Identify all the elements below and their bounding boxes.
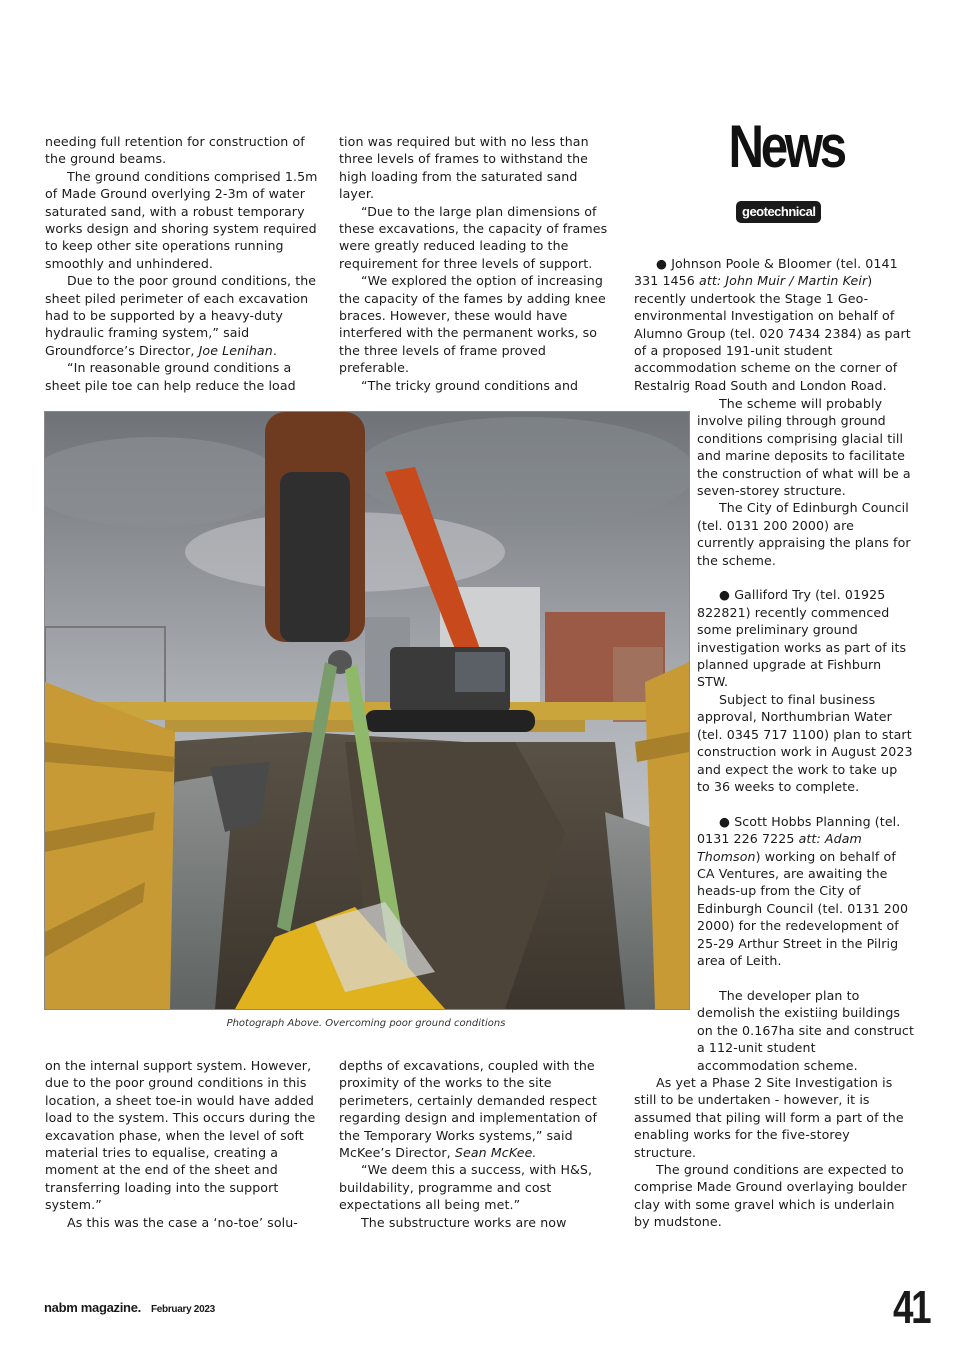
- paragraph: The ground conditions are expected to comprise Made Ground overlaying boulder clay with some gravel which is underlain by mudstone.: [634, 1162, 907, 1230]
- paragraph: The substructure works are now: [361, 1214, 567, 1230]
- paragraph: The ground conditions comprised 1.5m of Made Ground overlying 2-3m of water saturated sand, with a robust temporary works design and shoring system required to keep other site operations running smoothly and unhindered.: [45, 168, 318, 271]
- col2-bottom: [339, 1057, 611, 1231]
- paragraph: on the internal support system. However, due to the poor ground conditions in this location, a sheet toe-in would have added load to the system. This occurs during the excavation phase, when the level of soft material tries to equalise, creating a moment at the end of the sheet and transferring loading into the support system.”: [45, 1058, 316, 1213]
- paragraph: “Due to the large plan dimensions of these excavations, the capacity of frames were greatly reduced leading to the requirement for three levels of support.: [339, 203, 608, 271]
- col1-bottom: [45, 1057, 325, 1231]
- news-item-johnson-poole: ● Johnson Poole & Bloomer (tel. 0141 331 1456 att: John Muir / Martin Keir) recently undertook the Stage 1 Geo-environmental Investigation on behalf of Alumno Group (tel. 020 7434 2384) as part of a proposed 191-unit student accommodation scheme on the corner of Restalrig Road South and London Road.: [634, 256, 911, 393]
- paragraph: “In reasonable ground conditions a sheet pile toe can help reduce the load: [45, 360, 296, 393]
- news-column-narrow: [697, 395, 913, 969]
- paragraph: “We deem this a success, with H&S, buildability, programme and cost expectations all being met.”: [339, 1162, 593, 1213]
- paragraph: The scheme will probably involve piling through ground conditions comprising glacial till and marine deposits to facilitate the construction of what will be a seven-storey structure.: [697, 396, 911, 499]
- photo-caption: Photograph Above. Overcoming poor ground conditions: [226, 1018, 506, 1029]
- news-masthead: News: [728, 113, 844, 180]
- excavation-photo-illustration: [45, 412, 689, 1009]
- news-column-lower: [634, 987, 914, 1231]
- section-tag: geotechnical: [736, 201, 821, 223]
- paragraph: Subject to final business approval, Northumbrian Water (tel. 0345 717 1100) plan to start construction work in August 2023 and expect the work to take up to 36 weeks to complete.: [697, 691, 913, 794]
- person-name: Joe Lenihan: [198, 342, 273, 358]
- paragraph: As yet a Phase 2 Site Investigation is still to be undertaken - however, it is assumed that piling will form a part of the enabling works for the five-storey structure.: [634, 1075, 904, 1160]
- col1-top: [45, 133, 325, 394]
- col2-top: [339, 133, 611, 394]
- paragraph: As this was the case a ‘no-toe’ solu-: [67, 1214, 298, 1230]
- paragraph: needing full retention for construction of the ground beams.: [45, 134, 305, 167]
- paragraph: The City of Edinburgh Council (tel. 0131 200 2000) are currently appraising the plans for the scheme.: [697, 500, 911, 568]
- news-item-galliford-try: ● Galliford Try (tel. 01925 822821) recently commenced some preliminary ground investigation works as part of its planned upgrade at Fishburn STW.: [697, 587, 907, 690]
- footer-magazine: nabm magazine. February 2023: [44, 1300, 215, 1315]
- paragraph: depths of excavations, coupled with the proximity of the works to the site perimeters, certainly demanded respect regarding design and implementation of the Temporary Works systems,” said McKee’s Director, Sean McKee.: [339, 1058, 597, 1161]
- news-column-upper: [634, 255, 912, 394]
- footer-issue: February 2023: [150, 1304, 215, 1315]
- site-photograph: [44, 411, 690, 1010]
- paragraph: The developer plan to demolish the existiing buildings on the 0.167ha site and construct a 112-unit student accommodation scheme.: [697, 988, 914, 1073]
- paragraph: tion was required but with no less than three levels of frames to withstand the high loading from the saturated sand layer.: [339, 134, 589, 202]
- news-item-scott-hobbs: ● Scott Hobbs Planning (tel. 0131 226 7225 att: Adam Thomson) working on behalf of CA Ventures, are awaiting the heads-up from the City of Edinburgh Council (tel. 0131 200 2000) for the redevelopment of 25-29 Arthur Street in the Pilrig area of Leith.: [697, 813, 909, 968]
- person-name: Sean McKee.: [454, 1145, 537, 1161]
- page-number: 41: [893, 1281, 930, 1333]
- paragraph: Due to the poor ground conditions, the sheet piled perimeter of each excavation had to be supported by a heavy-duty hydraulic framing system,” said Groundforce’s Director, Joe Lenihan.: [45, 273, 317, 358]
- paragraph: “The tricky ground conditions and: [361, 377, 579, 393]
- paragraph: “We explored the option of increasing the capacity of the fames by adding knee braces. However, these would have interfered with the permanent works, so the three levels of frame proved preferable.: [339, 273, 606, 376]
